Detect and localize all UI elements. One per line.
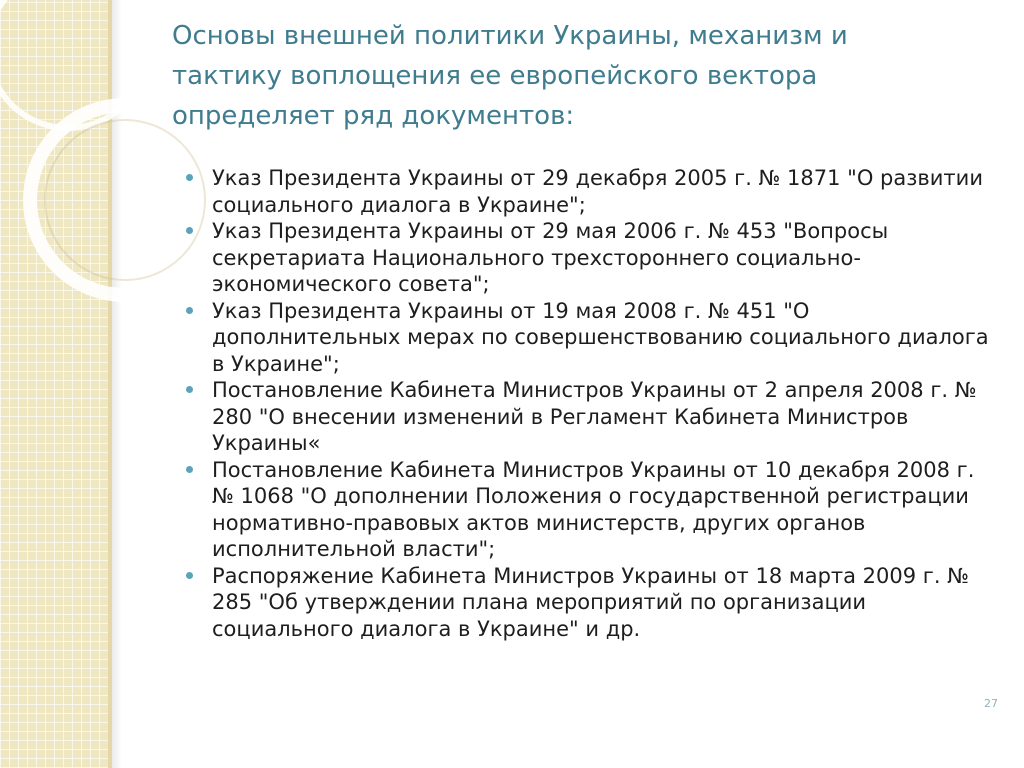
list-item-text: Указ Президента Украины от 29 декабря 2005 г. № 1871 "О развитии социального диалога в Украине"; xyxy=(212,166,983,217)
bullet-icon xyxy=(186,227,193,234)
page-number: 27 xyxy=(984,697,998,710)
list-item xyxy=(186,457,998,563)
list-item xyxy=(186,298,998,378)
list-item-text: Указ Президента Украины от 29 мая 2006 г. № 453 "Вопросы секретариата Национального трехстороннего социально-экономического совета"; xyxy=(212,219,889,296)
bullet-icon xyxy=(186,466,193,473)
bullet-icon xyxy=(186,174,193,181)
bullet-icon xyxy=(186,386,193,393)
bullet-icon xyxy=(186,572,193,579)
decorative-circle-bottom-inner xyxy=(45,120,205,280)
slide-title: Основы внешней политики Украины, механизм и тактику воплощения ее европейского вектора определяет ряд документов: xyxy=(172,21,848,131)
list-item-text: Указ Президента Украины от 19 мая 2008 г. № 451 "О дополнительных мерах по совершенствованию социального диалога в Украине"; xyxy=(212,298,989,376)
list-item xyxy=(186,563,998,643)
list-item-text: Распоряжение Кабинета Министров Украины от 18 марта 2009 г. № 285 "Об утверждении плана мероприятий по организации социального диалога в Украине" и др. xyxy=(212,563,970,641)
document-list xyxy=(186,165,998,642)
list-item-text: Постановление Кабинета Министров Украины от 10 декабря 2008 г. № 1068 "О дополнении Положения о государственной регистрации нормативно-правовых актов министерств, других органов исполнительной власти"; xyxy=(212,457,975,561)
list-item xyxy=(186,218,998,298)
list-item xyxy=(186,165,998,218)
bullet-icon xyxy=(186,307,193,314)
list-item-text: Постановление Кабинета Министров Украины от 2 апреля 2008 г. № 280 "О внесении изменений в Регламент Кабинета Министров Украины« xyxy=(212,378,977,455)
list-item xyxy=(186,377,998,457)
